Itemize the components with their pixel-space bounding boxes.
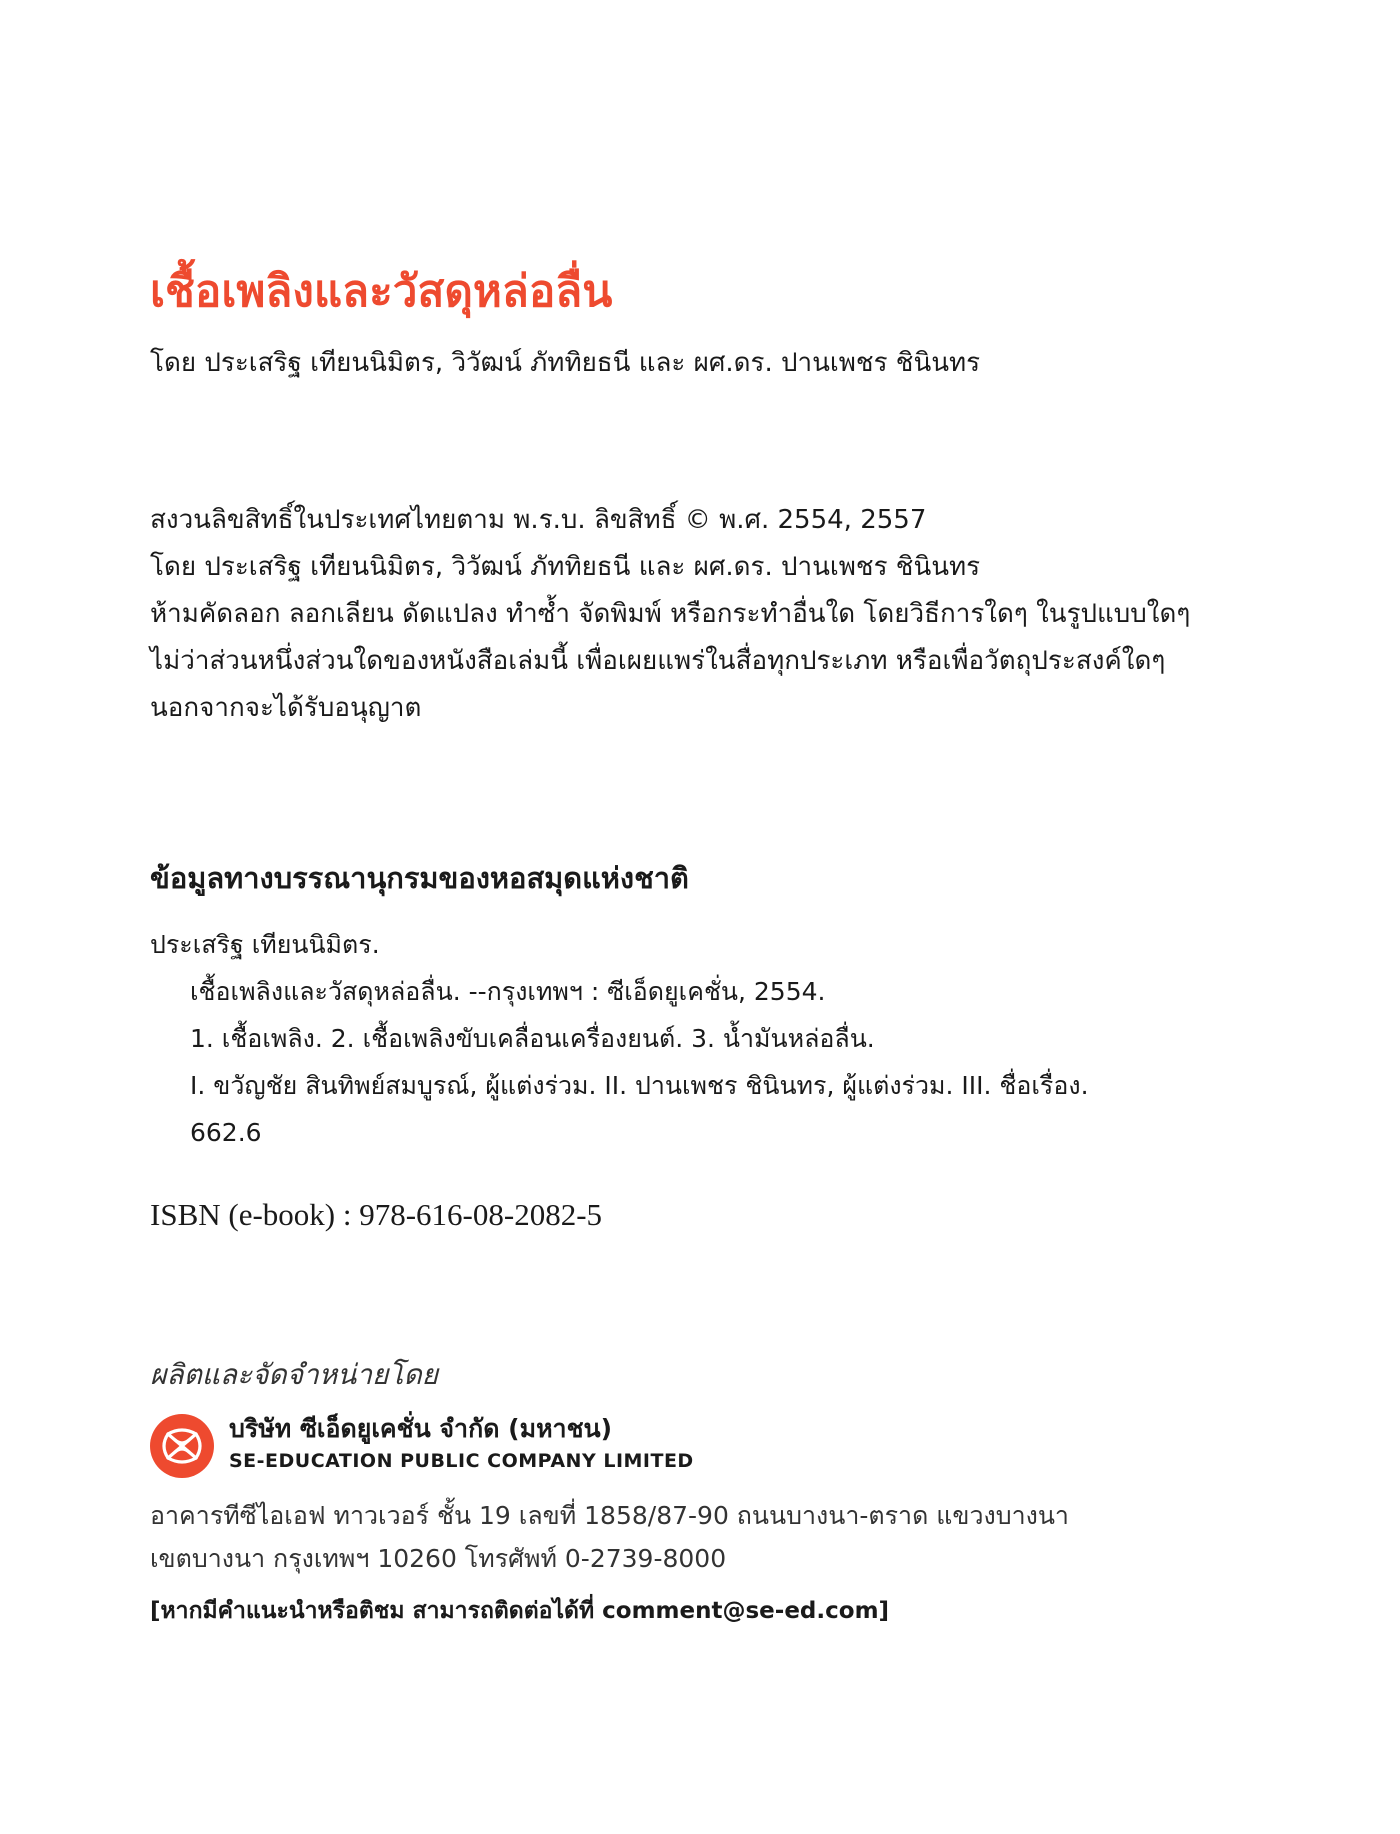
- address-line: อาคารทีซีไอเอฟ ทาวเวอร์ ชั้น 19 เลขที่ 1858/87-90 ถนนบางนา-ตราด แขวงบางนา: [150, 1501, 1069, 1530]
- copyright-line: โดย ประเสริฐ เทียนนิมิตร, วิวัฒน์ ภัททิยธนี และ ผศ.ดร. ปานเพชร ชินินทร: [150, 552, 981, 582]
- catalog-classification: 662.6: [190, 1118, 262, 1147]
- publisher-block: [150, 1412, 850, 1482]
- produced-by-label: ผลิตและจัดจำหน่ายโดย: [150, 1358, 439, 1391]
- publisher-name-th: บริษัท ซีเอ็ดยูเคชั่น จำกัด (มหาชน): [229, 1414, 613, 1443]
- catalog-entry: [150, 921, 1300, 1156]
- publisher-logo-icon: [150, 1414, 214, 1478]
- isbn: ISBN (e-book) : 978-616-08-2082-5: [150, 1197, 603, 1232]
- copyright-line: นอกจากจะได้รับอนุญาต: [150, 693, 422, 723]
- copyright-line: ไม่ว่าส่วนหนึ่งส่วนใดของหนังสือเล่มนี้ เพื่อเผยแพร่ในสื่อทุกประเภท หรือเพื่อวัตถุประสงค์ใดๆ: [150, 646, 1166, 676]
- copyright-line: ห้ามคัดลอก ลอกเลียน ดัดแปลง ทำซ้ำ จัดพิมพ์ หรือกระทำอื่นใด โดยวิธีการใดๆ ในรูปแบบใดๆ: [150, 599, 1191, 629]
- publisher-name-en: SE-EDUCATION PUBLIC COMPANY LIMITED: [229, 1450, 694, 1472]
- catalog-author: ประเสริฐ เทียนนิมิตร.: [150, 930, 380, 959]
- catalog-subjects: 1. เชื้อเพลิง. 2. เชื้อเพลิงขับเคลื่อนเครื่องยนต์. 3. น้ำมันหล่อลื่น.: [190, 1024, 875, 1053]
- address-line: เขตบางนา กรุงเทพฯ 10260 โทรศัพท์ 0-2739-8000: [150, 1544, 727, 1573]
- book-title: เชื้อเพลิงและวัสดุหล่อลื่น: [150, 266, 613, 317]
- copyright-notice: [150, 497, 1300, 732]
- catalog-imprint: เชื้อเพลิงและวัสดุหล่อลื่น. --กรุงเทพฯ : ซีเอ็ดยูเคชั่น, 2554.: [190, 977, 826, 1006]
- feedback-contact: [หากมีคำแนะนำหรือติชม สามารถติดต่อได้ที่ comment@se-ed.com]: [150, 1598, 890, 1624]
- book-byline: โดย ประเสริฐ เทียนนิมิตร, วิวัฒน์ ภัททิยธนี และ ผศ.ดร. ปานเพชร ชินินทร: [150, 348, 981, 378]
- catalog-added-entries: I. ขวัญชัย สินทิพย์สมบูรณ์, ผู้แต่งร่วม. II. ปานเพชร ชินินทร, ผู้แต่งร่วม. III. ชื่อเรื่อง.: [190, 1071, 1089, 1100]
- copyright-line: สงวนลิขสิทธิ์ในประเทศไทยตาม พ.ร.บ. ลิขสิทธิ์ © พ.ศ. 2554, 2557: [150, 505, 927, 535]
- publisher-address: [150, 1494, 1069, 1580]
- catalog-heading: ข้อมูลทางบรรณานุกรมของหอสมุดแห่งชาติ: [150, 861, 689, 895]
- copyright-page: [150, 0, 1300, 1834]
